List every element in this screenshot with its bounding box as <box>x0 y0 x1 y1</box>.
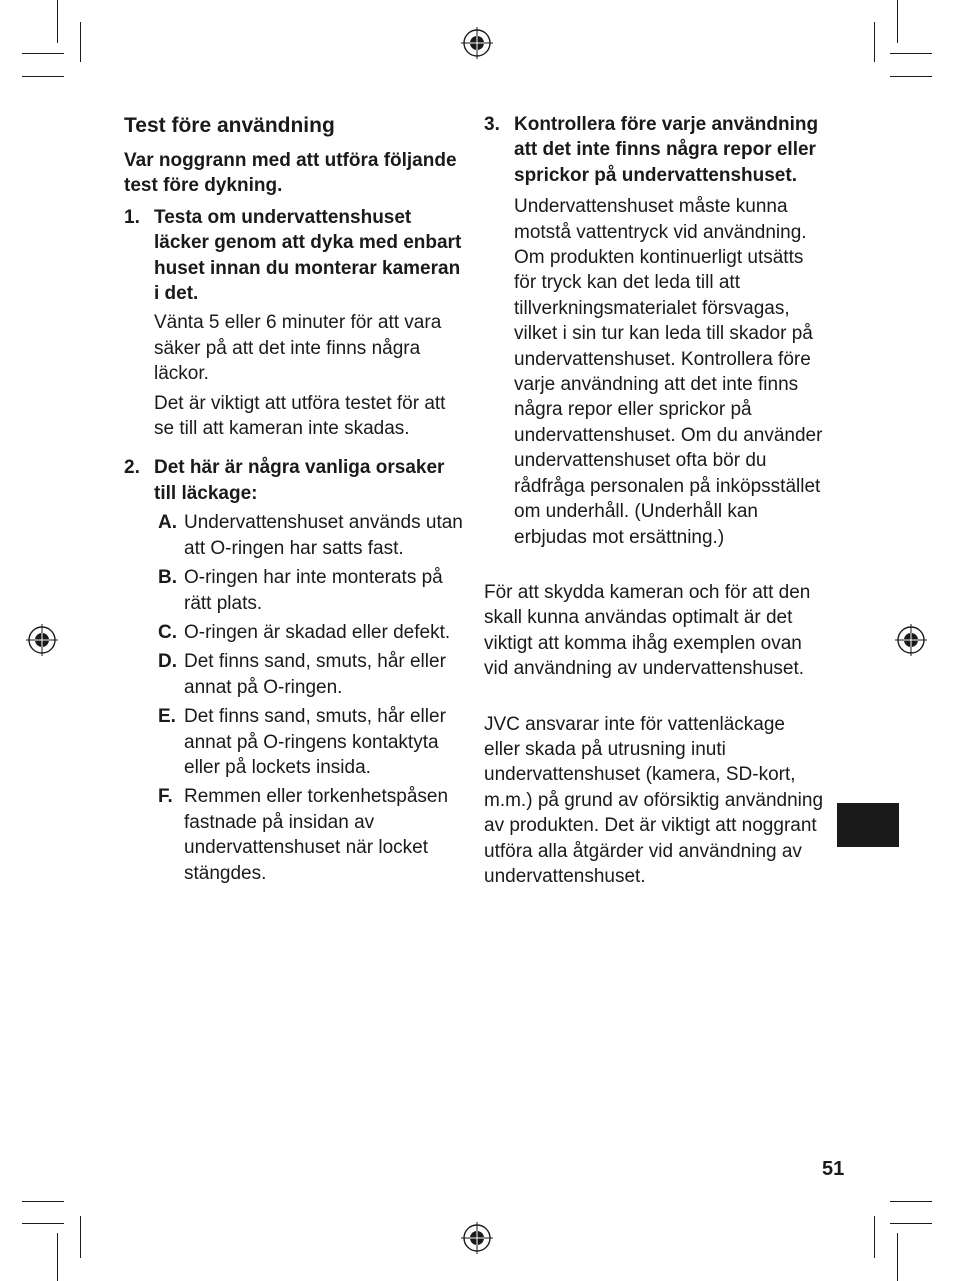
page-number: 51 <box>822 1158 845 1180</box>
sub-list <box>154 510 469 886</box>
sub-item-letter: A. <box>158 512 177 534</box>
crop-mark <box>890 76 932 77</box>
section-heading: Test före användning <box>124 114 335 137</box>
sub-item <box>158 704 469 780</box>
item-title: Testa om undervattenshuset läcker genom att dyka med enbart huset innan du monterar kameran i det. <box>154 206 462 305</box>
list-item-1 <box>124 205 469 442</box>
sub-item-letter: C. <box>158 621 177 643</box>
sub-item <box>158 510 469 561</box>
registration-mark-icon <box>461 1222 493 1254</box>
item-number: 3. <box>484 114 500 135</box>
sub-item <box>158 649 469 700</box>
sub-item-text: Det finns sand, smuts, hår eller annat på O-ringen. <box>184 651 446 698</box>
sub-item-letter: E. <box>158 706 176 728</box>
section-tab <box>837 803 899 847</box>
registration-mark-icon <box>26 624 58 656</box>
paragraph: JVC ansvarar inte för vattenläckage eller skada på utrusning inuti undervattenshuset (kamera, SD-kort, m.m.) på grund av oförsiktig användning av produkten. Det är viktigt att noggrant utföra alla åtgärder vid användning av undervattenshuset. <box>484 713 824 887</box>
sub-item-text: Remmen eller torkenhetspåsen fastnade på insidan av undervattenshuset när locket stängdes. <box>184 786 449 884</box>
item-number: 1. <box>124 206 140 228</box>
crop-mark <box>890 53 932 54</box>
crop-mark <box>22 1223 64 1224</box>
registration-mark-icon <box>895 624 927 656</box>
crop-mark <box>874 22 875 62</box>
crop-mark <box>22 1201 64 1202</box>
crop-mark <box>874 1216 875 1258</box>
crop-mark <box>890 1223 932 1224</box>
item-body: Undervattenshuset måste kunna motstå vattentryck vid användning. Om produkten kontinuerligt utsätts för tryck kan det leda till att tillverkningsmaterialet försvagas, vilket i sin tur kan leda till skador på undervattenshuset. Kontrollera före varje användning att det inte finns några repor eller sprickor på undervattenshuset. Om du använder undervattenshuset ofta bör du rådfråga personalen på inköpsstället om underhåll. (Underhåll kan erbjudas mot ersättning.) <box>514 196 823 548</box>
list-item-2 <box>124 455 469 886</box>
intro-text: Var noggrann med att utföra följande test före dykning. <box>124 150 457 197</box>
sub-item-text: Undervattenshuset används utan att O-ringen har satts fast. <box>184 512 463 559</box>
paragraph: För att skydda kameran och för att den skall kunna användas optimalt är det viktigt att komma ihåg exemplen ovan vid användning av undervattenshuset. <box>484 581 811 680</box>
item-title: Kontrollera före varje användning att det inte finns några repor eller sprickor på undervattenshuset. <box>514 114 819 186</box>
right-column <box>484 112 824 889</box>
crop-mark <box>22 53 64 54</box>
sub-item-letter: D. <box>158 651 177 673</box>
crop-mark <box>80 1216 81 1258</box>
sub-item-text: Det finns sand, smuts, hår eller annat på O-ringens kontaktyta eller på lockets insida. <box>184 706 446 778</box>
item-body: Det är viktigt att utföra testet för att se till att kameran inte skadas. <box>154 392 446 440</box>
sub-item-letter: B. <box>158 567 177 589</box>
crop-mark <box>897 1233 898 1281</box>
item-number: 2. <box>124 457 140 479</box>
crop-mark <box>890 1201 932 1202</box>
crop-mark <box>22 76 64 77</box>
sub-item-text: O-ringen har inte monterats på rätt plats. <box>184 567 443 614</box>
crop-mark <box>80 22 81 62</box>
crop-mark <box>897 0 898 43</box>
list-item-3 <box>484 112 824 550</box>
sub-item <box>158 565 469 616</box>
crop-mark <box>57 1233 58 1281</box>
registration-mark-icon <box>461 27 493 59</box>
sub-item <box>158 784 469 886</box>
item-body: Vänta 5 eller 6 minuter för att vara säker på att det inte finns några läckor. <box>154 312 442 385</box>
crop-mark <box>57 0 58 43</box>
left-column <box>124 112 469 886</box>
sub-item <box>158 620 469 645</box>
sub-item-text: O-ringen är skadad eller defekt. <box>184 621 451 643</box>
item-title: Det här är några vanliga orsaker till läckage: <box>154 457 445 504</box>
sub-item-letter: F. <box>158 786 173 808</box>
